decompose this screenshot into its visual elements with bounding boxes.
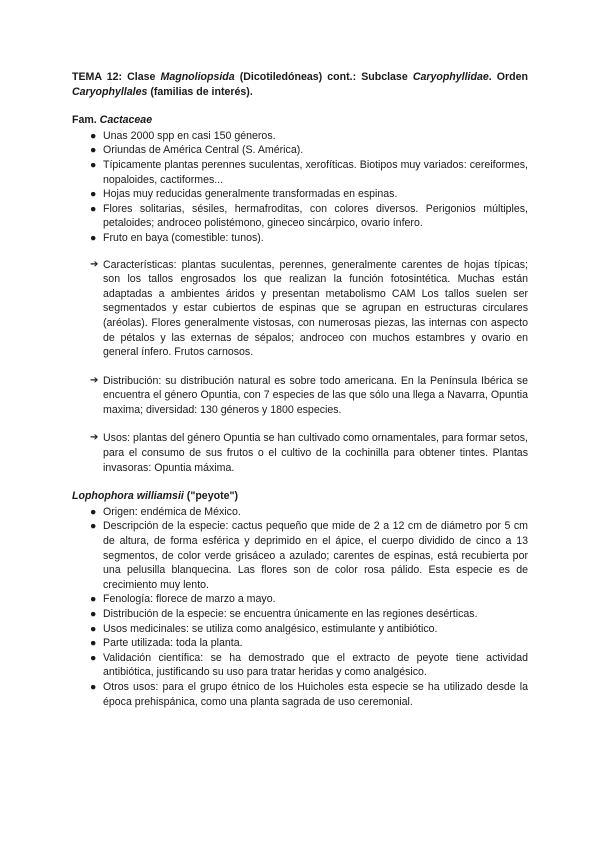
list-item: ● Típicamente plantas perennes suculentas, xerofíticas. Biotipos muy variados: cereiformes, nopaloides, cactiformes...	[90, 158, 528, 186]
bullet-icon: ●	[90, 637, 97, 650]
list-item: ● Parte utilizada: toda la planta.	[90, 637, 243, 650]
arrow-icon: ➔	[90, 432, 99, 444]
arrow-icon: ➔	[90, 374, 99, 386]
distribution-paragraph: ➔ Distribución: su distribución natural es sobre todo americana. En la Península Ibérica se encuentra el género Opuntia, con 7 especies de las que sólo una llega a Navarra, Opuntia maxima; diversidad: 130 géneros y 1800 especies.	[90, 374, 528, 416]
list-item: ● Distribución de la especie: se encuentra únicamente en las regiones desérticas.	[90, 608, 478, 620]
bullet-icon: ●	[90, 680, 97, 693]
list-item: ● Origen: endémica de México.	[90, 505, 241, 518]
list-item: ● Validación científica: se ha demostrado que el extracto de peyote tiene actividad antibiótica, justificando su uso para tratar heridas y como analgésico.	[90, 651, 528, 679]
list-item: ● Descripción de la especie: cactus pequeño que mide de 2 a 12 cm de diámetro por 5 cm de altura, de forma esférica y deprimido en el ápice, el cuerpo dividido de cinco a 13 segmentos, de color verde grisáceo a azulado; carentes de espinas, está recubierta por una pelusilla blanquecina. Las flores son de color rosa pálido. Esta especie es de crecimiento muy lento.	[90, 520, 528, 591]
page-title: TEMA 12: Clase Magnoliopsida (Dicotiledóneas) cont.: Subclase Caryophyllidae. Orden Caryophyllales (familias de interés).	[72, 71, 529, 98]
list-item: ● Unas 2000 spp en casi 150 géneros.	[90, 129, 276, 142]
bullet-icon: ●	[90, 622, 97, 635]
bullet-icon: ●	[90, 608, 97, 620]
bullet-icon: ●	[90, 593, 97, 606]
arrow-icon: ➔	[90, 258, 99, 270]
bullet-icon: ●	[90, 505, 97, 518]
bullet-icon: ●	[90, 129, 97, 142]
species-bullet-list	[72, 505, 528, 709]
bullet-icon: ●	[90, 158, 97, 171]
bullet-icon: ●	[90, 144, 97, 157]
list-item: ● Flores solitarias, sésiles, hermafroditas, con colores diversos. Perigonios múltiples, petaloides; androceo polistémono, gineceo sincárpico, ovario ínfero.	[90, 202, 528, 230]
uses-paragraph: ➔ Usos: plantas del género Opuntia se han cultivado como ornamentales, para formar setos, para el consumo de sus frutos o el cultivo de la cochinilla para obtener tintes. Plantas invasoras: Opuntia máxima.	[90, 432, 528, 474]
bullet-icon: ●	[90, 188, 97, 201]
list-item: ● Fruto en baya (comestible: tunos).	[90, 231, 264, 244]
characteristics-paragraph: ➔ Características: plantas suculentas, perennes, generalmente carentes de hojas típicas; son los tallos engrosados los que realizan la función fotosintética. Muchas están adaptadas a ambientes áridos y presentan metabolismo CAM Los tallos suelen ser segmentados y estar cubiertos de espinas que se agrupan en estructuras circulares (aréolas). Flores generalmente vistosas, con numerosas piezas, las internas con aspecto de pétalos y las externas de sépalos; androceo con muchos estambres y ovario en general ínfero. Frutos carnosos.	[90, 258, 528, 359]
species-heading: Lophophora williamsii ("peyote")	[72, 490, 239, 503]
list-item: ● Usos medicinales: se utiliza como analgésico, estimulante y antibiótico.	[90, 622, 438, 635]
bullet-icon: ●	[90, 231, 97, 244]
family-heading: Fam. Cactaceae	[72, 114, 153, 127]
bullet-icon: ●	[90, 202, 97, 215]
list-item: ● Otros usos: para el grupo étnico de los Huicholes esta especie se ha utilizado desde la época prehispánica, como una planta sagrada de uso ceremonial.	[90, 680, 528, 708]
bullet-icon: ●	[90, 651, 97, 664]
list-item: ● Fenología: florece de marzo a mayo.	[90, 593, 276, 606]
family-bullet-list	[72, 129, 528, 246]
list-item: ● Oriundas de América Central (S. América).	[90, 144, 304, 157]
bullet-icon: ●	[90, 520, 97, 533]
list-item: ● Hojas muy reducidas generalmente transformadas en espinas.	[90, 188, 398, 201]
